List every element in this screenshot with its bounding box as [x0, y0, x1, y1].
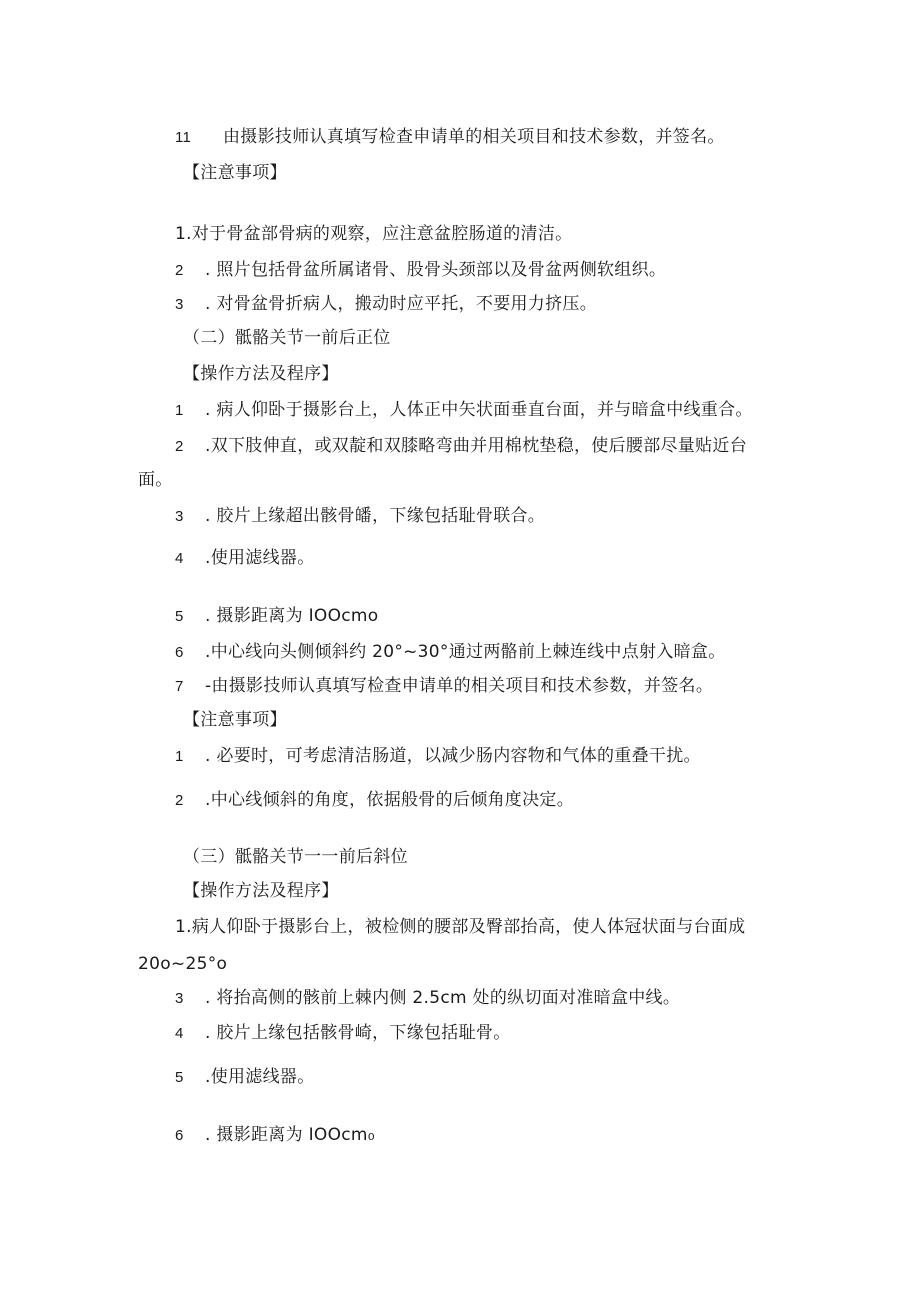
section-heading-notes: 【注意事项】: [183, 163, 287, 183]
step-text: . 病人仰卧于摄影台上，人体正中矢状面垂直台面，并与暗盒中线重合。: [205, 400, 753, 420]
step-number: 7: [175, 678, 184, 695]
note-1: 1.对于骨盆部骨病的观察，应注意盆腔肠道的清洁。: [175, 224, 573, 244]
step-11: [175, 126, 725, 149]
step-number: 1: [175, 748, 184, 765]
step-number: 4: [175, 550, 184, 567]
step-number: 4: [175, 1025, 184, 1042]
step-text: . 摄影距离为 IOOcm₀: [205, 1125, 375, 1145]
step-text: . 照片包括骨盆所属诸骨、股骨头颈部以及骨盆两侧软组织。: [205, 260, 667, 280]
step-text: .使用滤线器。: [205, 1067, 315, 1087]
step-text: .中心线倾斜的角度，依据般骨的后倾角度决定。: [205, 790, 575, 810]
step-text: . 必要时，可考虑清洁肠道，以减少肠内容物和气体的重叠干扰。: [205, 746, 701, 766]
note-2-2: [175, 789, 574, 812]
step-number: 6: [175, 644, 184, 661]
step-number: 2: [175, 792, 184, 809]
step-3-3: [175, 987, 680, 1010]
step-text: . 胶片上缘包括骸骨崎，下缘包括耻骨。: [205, 1023, 511, 1043]
step-7: [175, 675, 713, 698]
step-text: .使用滤线器。: [205, 548, 315, 568]
note-3: [175, 293, 597, 316]
step-number: 3: [175, 508, 184, 525]
step-text: .双下肢伸直，或双靛和双膝略弯曲并用棉枕垫稳，使后腰部尽量贴近台: [205, 436, 748, 456]
step-number: 2: [175, 262, 184, 279]
section-heading-notes-2: 【注意事项】: [183, 710, 287, 730]
note-2: [175, 259, 666, 282]
step-text: . 胶片上缘超出骸骨皤，下缘包括耻骨联合。: [205, 506, 546, 526]
step-number: 5: [175, 1069, 184, 1086]
step-2: [175, 435, 747, 458]
step-number: 1: [175, 402, 184, 419]
step-text: . 对骨盆骨折病人，搬动时应平托，不要用力挤压。: [205, 294, 598, 314]
step-number: 6: [175, 1127, 184, 1144]
step-text: .中心线向头侧倾斜约 20°~30°通过两骼前上棘连线中点射入暗盒。: [205, 642, 726, 662]
section-title-3: （三）骶骼关节一一前后斜位: [183, 847, 408, 867]
step-3: [175, 505, 545, 528]
step-text: -由摄影技师认真填写检查申请单的相关项目和技术参数，并签名。: [205, 676, 714, 696]
step-3-1-continuation: 20o~25°o: [138, 954, 228, 974]
step-number: 3: [175, 990, 184, 1007]
step-3-5: [175, 1066, 315, 1089]
step-text: . 将抬高侧的骸前上棘内侧 2.5cm 处的纵切面对准暗盒中线。: [205, 988, 681, 1008]
section-heading-procedure: 【操作方法及程序】: [183, 364, 339, 384]
step-2-continuation: 面。: [138, 470, 173, 490]
step-3-4: [175, 1022, 511, 1045]
section-title-2: （二）骶骼关节一前后正位: [183, 328, 391, 348]
step-5: [175, 605, 379, 628]
note-2-1: [175, 745, 701, 768]
step-1: [175, 399, 753, 422]
step-number: 3: [175, 296, 184, 313]
step-number: 2: [175, 438, 184, 455]
step-number: 11: [175, 129, 192, 146]
step-3-6: [175, 1124, 375, 1147]
section-heading-procedure-2: 【操作方法及程序】: [183, 881, 339, 901]
step-4: [175, 547, 315, 570]
step-3-1: 1.病人仰卧于摄影台上，被检侧的腰部及臀部抬高，使人体冠状面与台面成: [175, 917, 746, 937]
step-text: 由摄影技师认真填写检查申请单的相关项目和技术参数，并签名。: [223, 127, 725, 147]
step-text: . 摄影距离为 IOOcmo: [205, 606, 379, 626]
step-6: [175, 641, 726, 664]
step-number: 5: [175, 608, 184, 625]
